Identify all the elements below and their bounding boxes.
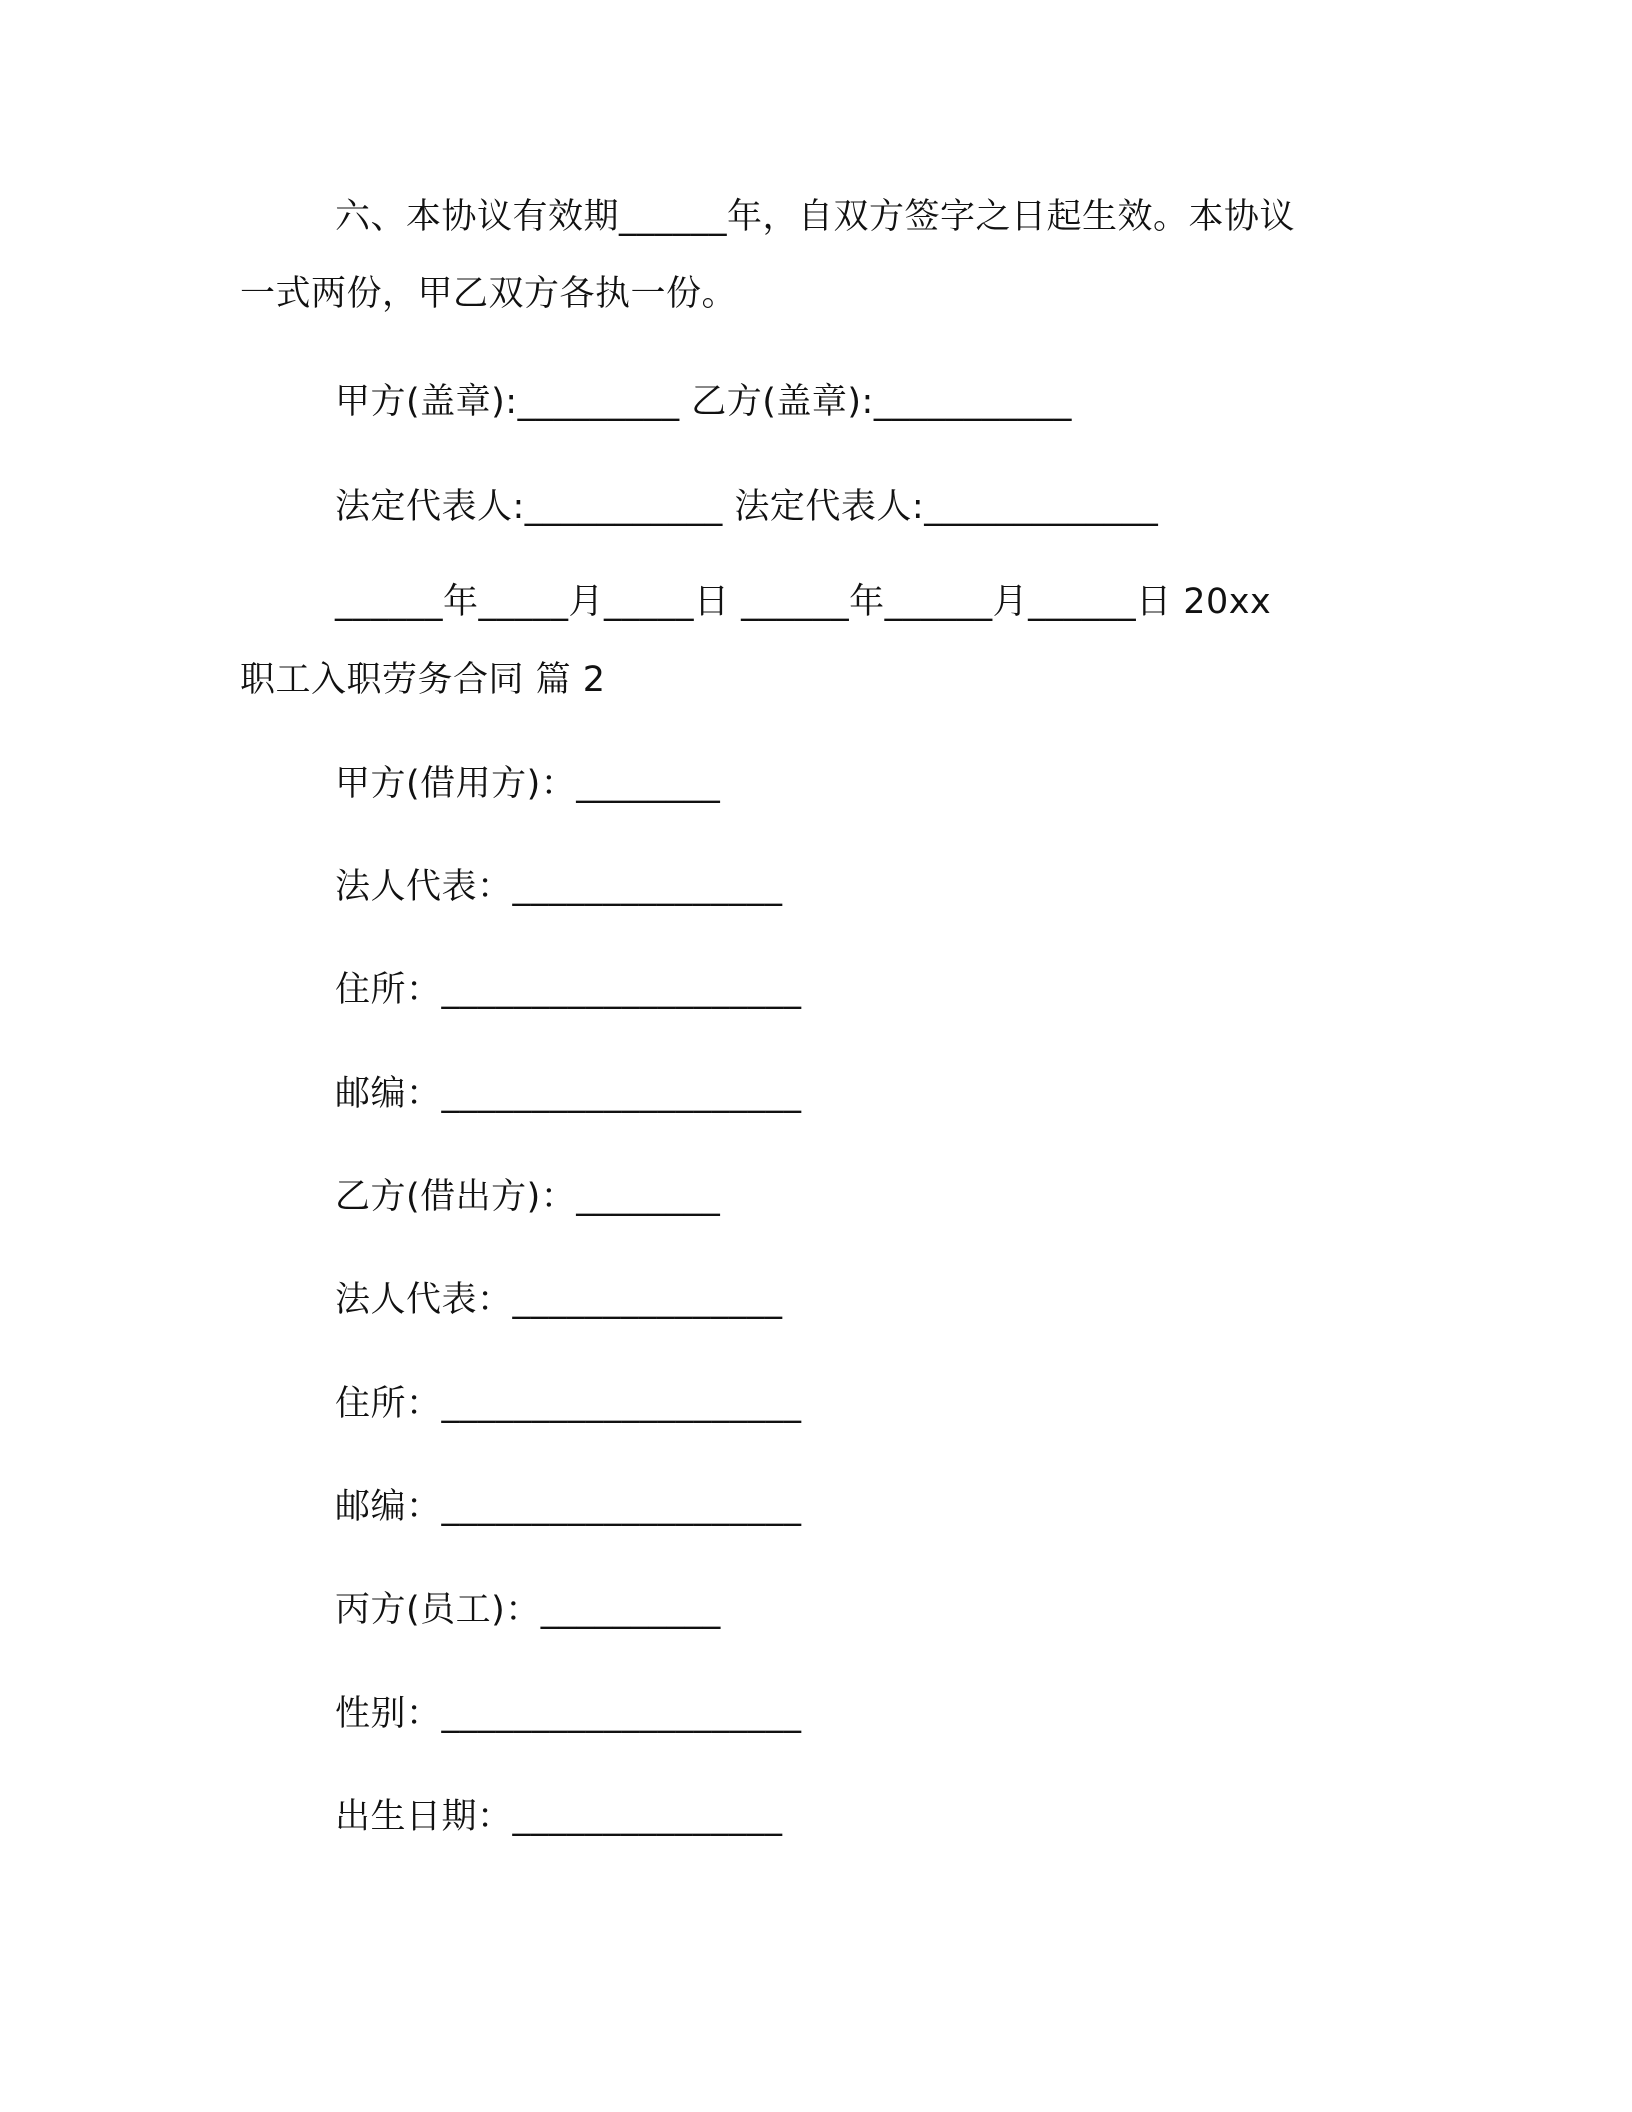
signature-dates-line: ______年_____月_____日 ______年______月______日 20xx (335, 582, 1272, 622)
party-b-legal-rep-field: 法人代表：_______________ (335, 1280, 783, 1320)
party-b-name-field: 乙方(借出方)：________ (335, 1177, 721, 1217)
party-b-postcode-field: 邮编：____________________ (335, 1487, 802, 1527)
party-a-name-field: 甲方(借用方)：________ (335, 764, 721, 804)
party-c-birth-date-field: 出生日期：_______________ (335, 1797, 783, 1837)
clause-6-line-2: 一式两份，甲乙双方各执一份。 (240, 274, 738, 314)
party-seals-line: 甲方(盖章):_________ 乙方(盖章):___________ (335, 382, 1072, 422)
party-a-address-field: 住所：____________________ (335, 970, 802, 1010)
party-b-address-field: 住所：____________________ (335, 1384, 802, 1424)
party-a-legal-rep-field: 法人代表：_______________ (335, 867, 783, 907)
party-c-name-field: 丙方(员工)：__________ (335, 1590, 721, 1630)
party-c-gender-field: 性别：____________________ (335, 1694, 802, 1734)
legal-representatives-line: 法定代表人:___________ 法定代表人:_____________ (335, 487, 1159, 527)
clause-6-line-1: 六、本协议有效期______年，自双方签字之日起生效。本协议 (335, 197, 1296, 237)
party-a-postcode-field: 邮编：____________________ (335, 1074, 802, 1114)
section-title: 职工入职劳务合同 篇 2 (240, 660, 606, 700)
